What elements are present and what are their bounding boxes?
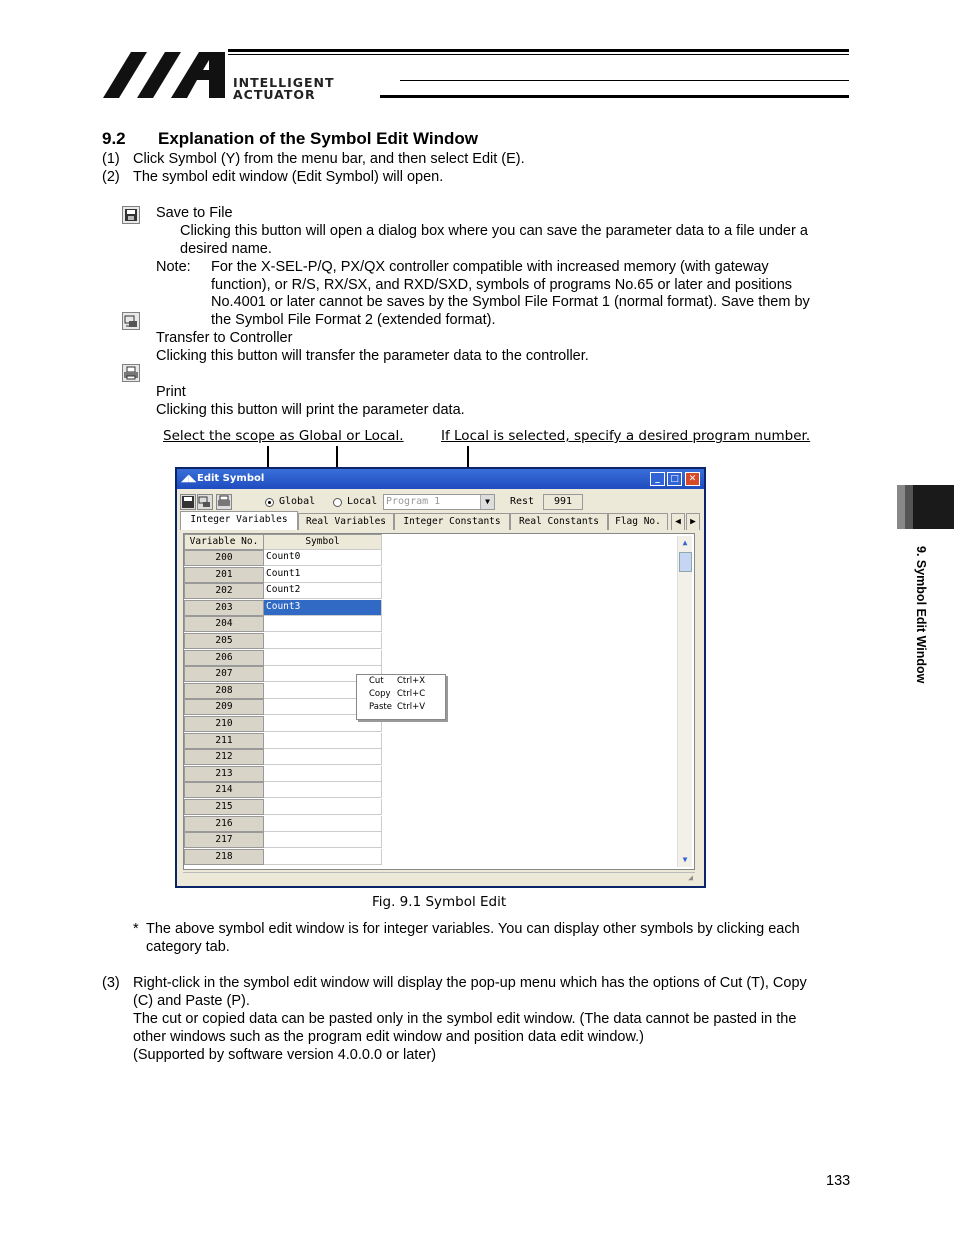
program-select[interactable]: [383, 494, 495, 510]
row-symbol-cell[interactable]: [264, 782, 382, 798]
app-icon: ◢◣: [181, 473, 197, 484]
context-menu: [356, 674, 446, 720]
footnote-line-2: category tab.: [146, 939, 230, 955]
menu-item-paste[interactable]: [357, 701, 445, 714]
row-symbol-cell[interactable]: Count0: [264, 550, 382, 566]
section-number: 9.2: [102, 129, 126, 148]
toolbar-transfer-button[interactable]: [197, 494, 213, 510]
row-variable-number[interactable]: 206: [184, 650, 264, 666]
menu-copy-label: Copy: [369, 689, 391, 699]
annotation-program: If Local is selected, specify a desired program number.: [441, 428, 811, 444]
tab-integer-constants[interactable]: Integer Constants: [394, 513, 510, 530]
note-label: Note:: [156, 259, 191, 275]
symbol-grid[interactable]: [183, 533, 695, 870]
row-variable-number[interactable]: 211: [184, 733, 264, 749]
footnote-line-1: The above symbol edit window is for integer variables. You can display other symbols by clicking each: [146, 921, 800, 937]
row-variable-number[interactable]: 200: [184, 550, 264, 566]
step-3-line-2: (C) and Paste (P).: [133, 993, 250, 1009]
row-symbol-cell[interactable]: Count1: [264, 567, 382, 583]
side-tab-label: 9. Symbol Edit Window: [914, 546, 928, 684]
logo-text-line2: ACTUATOR: [233, 87, 316, 102]
row-symbol-cell[interactable]: [264, 832, 382, 848]
page-number: 133: [826, 1173, 851, 1189]
printer-icon: [217, 495, 231, 509]
save-to-file-desc-1: Clicking this button will open a dialog box where you can save the parameter data to a file under a: [180, 223, 808, 239]
close-button[interactable]: ✕: [685, 472, 700, 486]
menu-paste-label: Paste: [369, 702, 392, 712]
row-variable-number[interactable]: 207: [184, 666, 264, 682]
floppy-disk-icon: [181, 495, 195, 509]
section-title: Explanation of the Symbol Edit Window: [158, 129, 479, 148]
menu-copy-key: Ctrl+C: [397, 689, 426, 699]
row-variable-number[interactable]: 208: [184, 683, 264, 699]
tab-scroll-right-icon[interactable]: ▶: [686, 513, 700, 530]
menu-item-copy[interactable]: [357, 688, 445, 701]
menu-cut-key: Ctrl+X: [397, 676, 426, 686]
row-symbol-cell[interactable]: [264, 650, 382, 666]
status-bar: [183, 872, 695, 885]
header-rule-top: [228, 49, 849, 52]
row-variable-number[interactable]: 215: [184, 799, 264, 815]
transfer-icon: [198, 495, 212, 509]
annotation-scope: Select the scope as Global or Local.: [163, 428, 404, 444]
row-symbol-cell[interactable]: [264, 749, 382, 765]
header-rule-top-thin: [228, 54, 849, 55]
row-variable-number[interactable]: 203: [184, 600, 264, 616]
tab-integer-variables[interactable]: Integer Variables: [180, 511, 298, 530]
toolbar-save-button[interactable]: [180, 494, 196, 510]
rest-label: Rest: [510, 496, 535, 507]
step-2-text: The symbol edit window (Edit Symbol) will open.: [133, 169, 444, 185]
maximize-button[interactable]: □: [667, 472, 682, 486]
step-3-line-4: other windows such as the program edit window and position data edit window.): [133, 1029, 645, 1045]
logo-mark-icon: [103, 50, 228, 100]
note-line-3: No.4001 or later cannot be saves by the Symbol File Format 1 (normal format). Save them by: [211, 294, 810, 310]
tab-scroll-left-icon[interactable]: ◀: [671, 513, 685, 530]
local-label: Local: [347, 496, 378, 507]
row-symbol-cell[interactable]: [264, 849, 382, 865]
row-variable-number[interactable]: 209: [184, 699, 264, 715]
print-title: Print: [156, 384, 186, 400]
row-variable-number[interactable]: 202: [184, 583, 264, 599]
global-radio[interactable]: [265, 498, 274, 507]
column-header-variable: Variable No.: [184, 534, 264, 550]
step-3-line-3: The cut or copied data can be pasted only in the symbol edit window. (The data cannot be pasted in the: [133, 1011, 797, 1027]
row-variable-number[interactable]: 218: [184, 849, 264, 865]
figure-caption: Fig. 9.1 Symbol Edit: [372, 894, 507, 910]
floppy-disk-icon: [122, 206, 140, 224]
vertical-scrollbar[interactable]: [677, 536, 692, 867]
transfer-desc: Clicking this button will transfer the parameter data to the controller.: [156, 348, 589, 364]
side-tab-label-wrap: [914, 546, 938, 721]
row-variable-number[interactable]: 217: [184, 832, 264, 848]
transfer-icon: [122, 312, 140, 330]
row-variable-number[interactable]: 216: [184, 816, 264, 832]
menu-item-cut[interactable]: [357, 675, 445, 688]
resize-grip-icon[interactable]: ◢: [688, 873, 693, 882]
scroll-down-icon[interactable]: ▼: [682, 855, 688, 864]
note-line-1: For the X-SEL-P/Q, PX/QX controller compatible with increased memory (with gateway: [211, 259, 769, 275]
note-line-4: the Symbol File Format 2 (extended format).: [211, 312, 496, 328]
header-rule-mid: [400, 80, 849, 81]
save-to-file-title: Save to File: [156, 205, 233, 221]
row-variable-number[interactable]: 205: [184, 633, 264, 649]
row-symbol-cell[interactable]: [264, 816, 382, 832]
printer-icon: [122, 364, 140, 382]
menu-cut-label: Cut: [369, 676, 384, 686]
header-rule-bottom: [380, 95, 849, 98]
row-symbol-cell[interactable]: [264, 633, 382, 649]
print-desc: Clicking this button will print the parameter data.: [156, 402, 465, 418]
menu-paste-key: Ctrl+V: [397, 702, 426, 712]
tab-flag-no[interactable]: Flag No.: [608, 513, 668, 530]
toolbar-print-button[interactable]: [216, 494, 232, 510]
footnote-mark: *: [133, 921, 139, 937]
row-variable-number[interactable]: 213: [184, 766, 264, 782]
step-1-number: (1): [102, 151, 120, 167]
transfer-title: Transfer to Controller: [156, 330, 293, 346]
step-2-number: (2): [102, 169, 120, 185]
step-3-number: (3): [102, 975, 120, 991]
scroll-thumb[interactable]: [679, 552, 692, 572]
row-symbol-cell[interactable]: Count2: [264, 583, 382, 599]
minimize-button[interactable]: _: [650, 472, 665, 486]
window-titlebar: [177, 469, 704, 489]
row-variable-number[interactable]: 214: [184, 782, 264, 798]
row-symbol-cell[interactable]: [264, 616, 382, 632]
global-label: Global: [279, 496, 316, 507]
row-symbol-cell[interactable]: [264, 766, 382, 782]
rest-value: 991: [543, 494, 583, 510]
column-header-symbol: Symbol: [264, 534, 382, 550]
note-line-2: function), or R/S, RX/SX, and RXD/SXD, symbols of programs No.65 or later and positions: [211, 277, 793, 293]
window-title: Edit Symbol: [197, 473, 265, 484]
row-symbol-cell[interactable]: Count3: [264, 600, 382, 616]
tab-real-constants[interactable]: Real Constants: [510, 513, 608, 530]
program-select-value: Program 1: [386, 496, 441, 507]
row-variable-number[interactable]: 201: [184, 567, 264, 583]
row-symbol-cell[interactable]: [264, 733, 382, 749]
edit-symbol-window: [175, 467, 706, 888]
scroll-up-icon[interactable]: ▲: [682, 538, 688, 547]
logo-text-line1: INTELLIGENT: [233, 75, 335, 90]
row-variable-number[interactable]: 210: [184, 716, 264, 732]
chevron-down-icon[interactable]: ▼: [480, 495, 494, 509]
local-radio[interactable]: [333, 498, 342, 507]
save-to-file-desc-2: desired name.: [180, 241, 272, 257]
step-3-line-1: Right-click in the symbol edit window will display the pop-up menu which has the options of Cut (T), Copy: [133, 975, 807, 991]
tab-real-variables[interactable]: Real Variables: [298, 513, 394, 530]
step-3-line-5: (Supported by software version 4.0.0.0 or later): [133, 1047, 437, 1063]
step-1-text: Click Symbol (Y) from the menu bar, and then select Edit (E).: [133, 151, 525, 167]
chapter-side-tab: [897, 485, 954, 529]
row-variable-number[interactable]: 212: [184, 749, 264, 765]
row-symbol-cell[interactable]: [264, 799, 382, 815]
row-variable-number[interactable]: 204: [184, 616, 264, 632]
